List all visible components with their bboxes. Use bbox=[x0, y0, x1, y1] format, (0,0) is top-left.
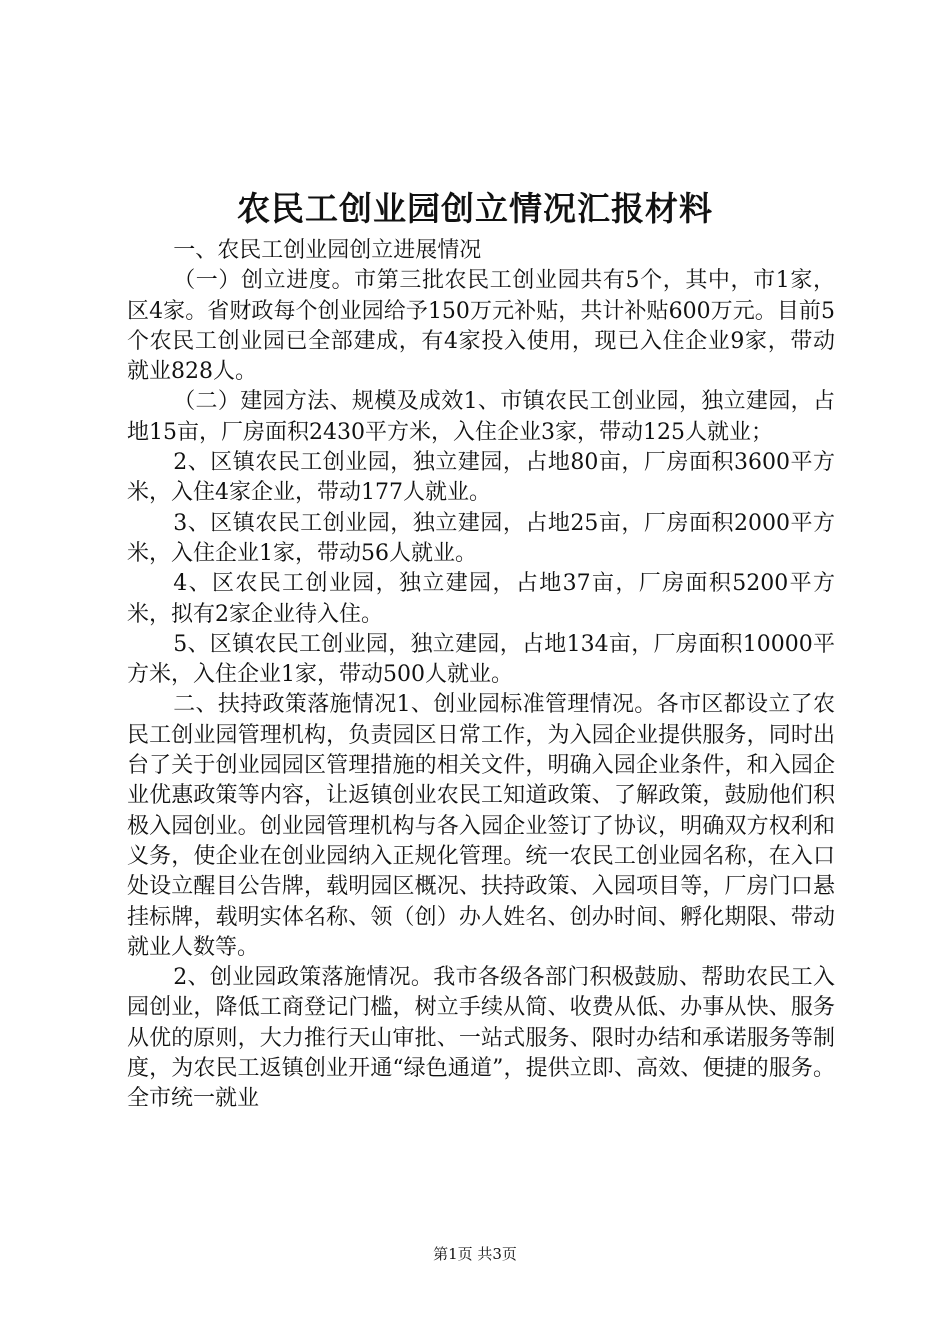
paragraph-park-5: 5、区镇农民工创业园，独立建园，占地134亩，厂房面积10000平方米，入住企业1家，带动500人就业。 bbox=[127, 631, 835, 688]
document-body bbox=[127, 236, 835, 1115]
paragraph-policy-management: 二、扶持政策落施情况1、创业园标准管理情况。各市区都设立了农民工创业园管理机构，负责园区日常工作，为入园企业提供服务，同时出台了关于创业园园区管理措施的相关文件，明确入园企业条件，和入园企业优惠政策等内容，让返镇创业农民工知道政策、了解政策，鼓励他们积极入园创业。创业园管理机构与各入园企业签订了协议，明确双方权利和义务，使企业在创业园纳入正规化管理。统一农民工创业园名称，在入口处设立醒目公告牌，载明园区概况、扶持政策、入园项目等，厂房门口悬挂标牌，载明实体名称、领（创）办人姓名、创办时间、孵化期限、带动就业人数等。 bbox=[127, 692, 835, 960]
paragraph-creation-progress: （一）创立进度。市第三批农民工创业园共有5个，其中，市1家，区4家。省财政每个创业园给予150万元补贴，共计补贴600万元。目前5个农民工创业园已全部建成，有4家投入使用，现已入住企业9家，带动就业828人。 bbox=[127, 268, 835, 385]
paragraph-park-4: 4、区农民工创业园，独立建园，占地37亩，厂房面积5200平方米，拟有2家企业待入住。 bbox=[127, 571, 835, 627]
paragraph-park-method: （二）建园方法、规模及成效1、市镇农民工创业园，独立建园，占地15亩，厂房面积2430平方米，入住企业3家，带动125人就业； bbox=[127, 389, 835, 445]
paragraph-park-2: 2、区镇农民工创业园，独立建园，占地80亩，厂房面积3600平方米，入住4家企业，带动177人就业。 bbox=[127, 450, 835, 506]
section-heading-progress: 一、农民工创业园创立进展情况 bbox=[173, 238, 482, 263]
page-footer: 第1页 共3页 bbox=[433, 1245, 517, 1263]
document-title: 农民工创业园创立情况汇报材料 bbox=[237, 189, 713, 228]
paragraph-park-3: 3、区镇农民工创业园，独立建园，占地25亩，厂房面积2000平方米，入住企业1家，带动56人就业。 bbox=[127, 510, 835, 566]
paragraph-policy-implementation: 2、创业园政策落施情况。我市各级各部门积极鼓励、帮助农民工入园创业，降低工商登记门槛，树立手续从简、收费从低、办事从快、服务从优的原则，大力推行天山审批、一站式服务、限时办结和承诺服务等制度，为农民工返镇创业开通“绿色通道”，提供立即、高效、便捷的服务。全市统一就业 bbox=[127, 965, 835, 1112]
